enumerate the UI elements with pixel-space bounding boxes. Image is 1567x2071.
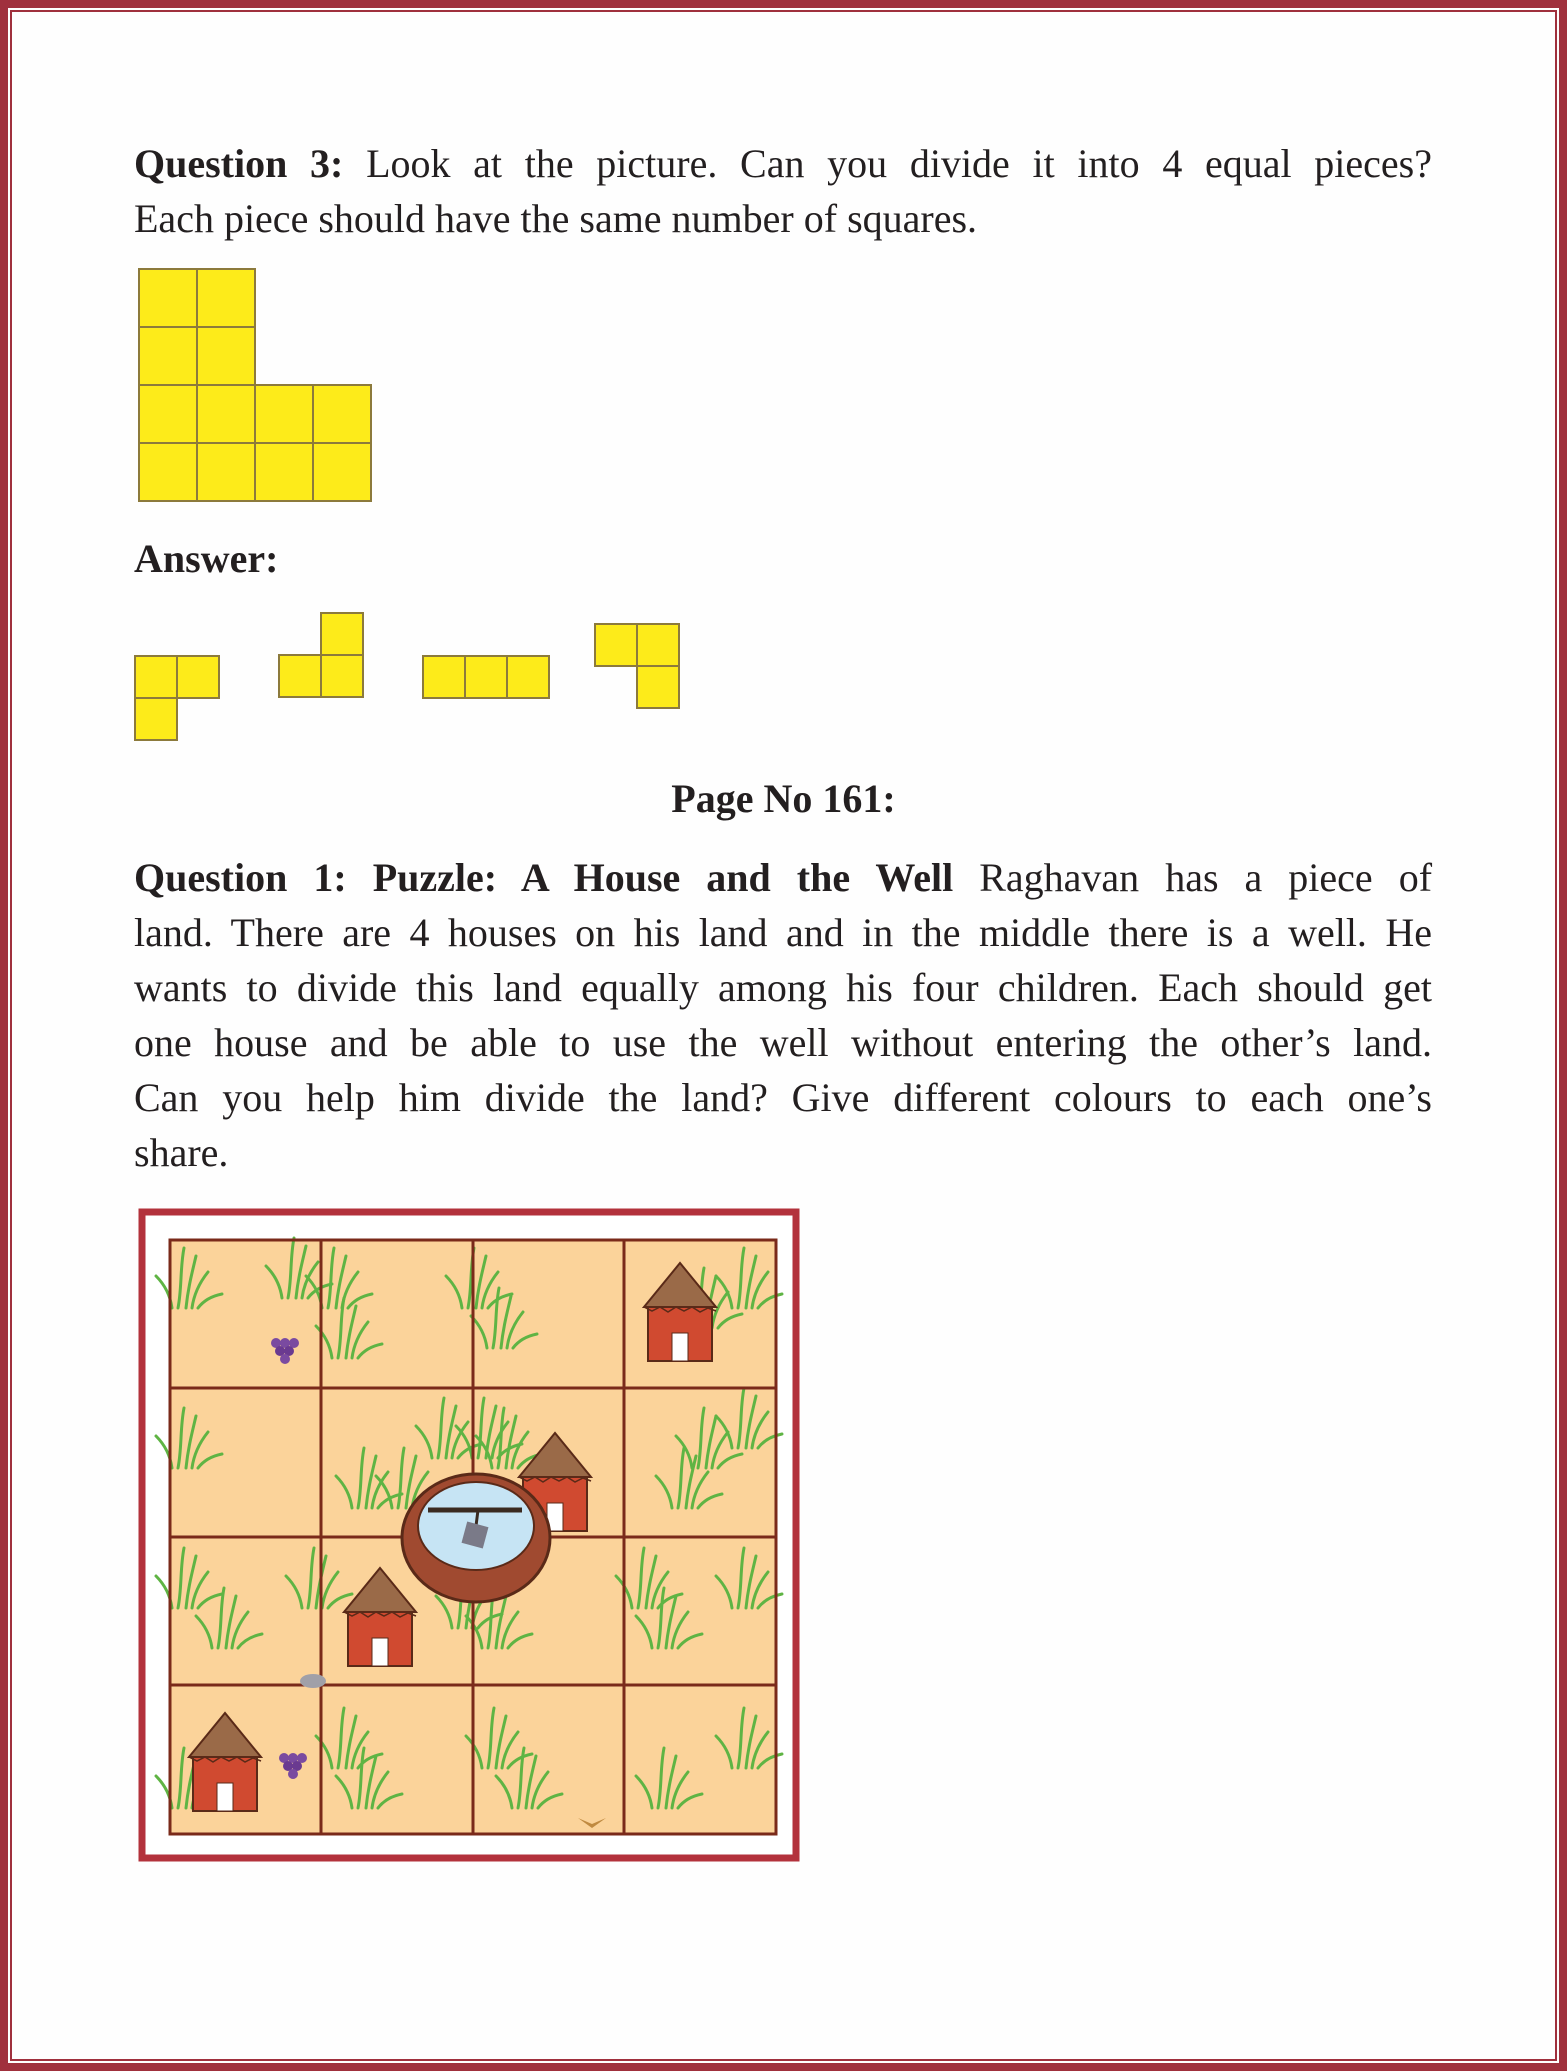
question-3-text (134, 136, 1432, 246)
land-map-svg (138, 1208, 800, 1862)
question-1-line-1: Raghavan has a piece of (979, 855, 1433, 900)
square-cell (254, 442, 314, 502)
square-cell (278, 654, 322, 698)
question-1-line-5: Can you help him divide the land? Give different colours to each one’s (134, 1075, 1432, 1120)
question-1-text (134, 850, 1432, 1180)
question-1-line-2: land. There are 4 houses on his land and in the middle there is a well. He (134, 910, 1432, 955)
question-1-label: Question 1: Puzzle: A House and the Well (134, 855, 954, 900)
square-cell (196, 384, 256, 444)
square-cell (506, 655, 550, 699)
question-3-figure (138, 268, 372, 504)
square-cell (196, 326, 256, 386)
question-1-line-6: share. (134, 1130, 229, 1175)
land-illustration (138, 1208, 800, 1862)
square-cell (138, 268, 198, 328)
well-icon (402, 1474, 550, 1602)
square-cell (464, 655, 508, 699)
square-cell (176, 655, 220, 699)
answer-piece-2 (278, 612, 364, 700)
question-3-line-1: Look at the picture. Can you divide it into 4 equal pieces? (366, 141, 1433, 186)
square-cell (196, 268, 256, 328)
question-1-line-3: wants to divide this land equally among his four children. Each should get (134, 965, 1432, 1010)
square-cell (422, 655, 466, 699)
answer-piece-1 (134, 655, 220, 743)
answer-label: Answer: (134, 536, 279, 581)
square-cell (636, 665, 680, 709)
question-1-line-4: one house and be able to use the well without entering the other’s land. (134, 1020, 1432, 1065)
square-cell (138, 384, 198, 444)
page-heading: Page No 161: (671, 776, 896, 821)
square-cell (196, 442, 256, 502)
square-cell (138, 442, 198, 502)
square-cell (254, 384, 314, 444)
square-cell (594, 623, 638, 667)
square-cell (134, 655, 178, 699)
question-3-label: Question 3: (134, 141, 344, 186)
answer-piece-4 (594, 623, 680, 711)
square-cell (312, 384, 372, 444)
square-cell (138, 326, 198, 386)
square-cell (636, 623, 680, 667)
answer-piece-3 (422, 655, 552, 700)
square-cell (312, 442, 372, 502)
square-cell (134, 697, 178, 741)
square-cell (320, 612, 364, 656)
stone-icon (300, 1674, 326, 1688)
square-cell (320, 654, 364, 698)
question-3-line-2: Each piece should have the same number of squares. (134, 196, 978, 241)
